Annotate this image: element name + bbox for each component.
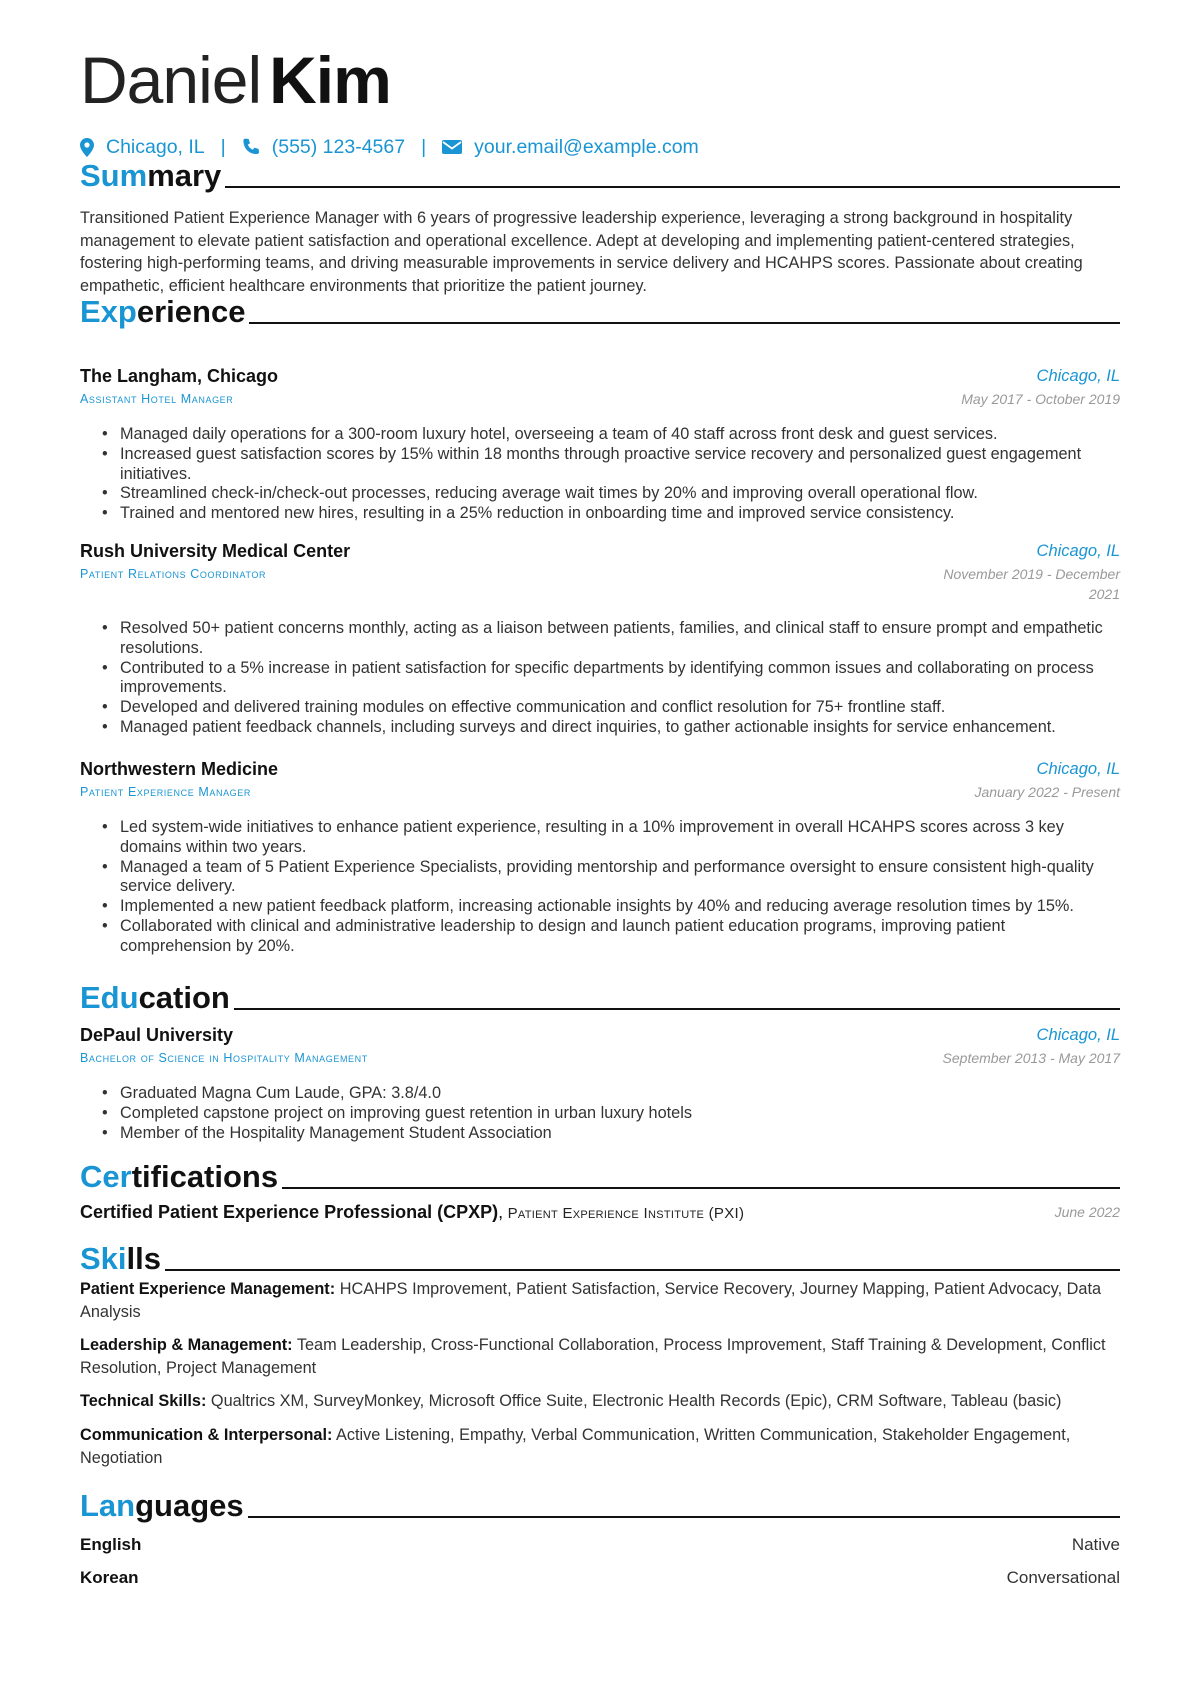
- contact-separator: |: [421, 135, 427, 158]
- section-title-accent: Sum: [80, 158, 148, 193]
- school-dates: September 2013 - May 2017: [942, 1050, 1120, 1066]
- bullet-item: • Streamlined check-in/check-out processes, reducing average wait times by 20% and improving overall operational flow.: [102, 484, 1120, 504]
- language-level: Native: [1071, 1535, 1120, 1554]
- job-dates: January 2022 - Present: [974, 784, 1120, 800]
- section-title-accent: Ski: [80, 1241, 127, 1276]
- certification-date: June 2022: [1054, 1204, 1120, 1220]
- summary-heading: [80, 154, 1120, 196]
- location-text: Chicago, IL: [106, 135, 205, 158]
- section-title-accent: Cer: [80, 1159, 132, 1194]
- language-row: [80, 1566, 1120, 1590]
- skill-items: Team Leadership, Cross-Functional Collaboration, Process Improvement, Staff Training & Development, Conflict Resolution, Project Management: [80, 1336, 1106, 1377]
- section-rule: [225, 186, 1120, 188]
- job-dates: May 2017 - October 2019: [961, 391, 1120, 407]
- education-entry: [80, 1023, 1120, 1068]
- phone-text: (555) 123-4567: [271, 135, 406, 158]
- degree-title: Bachelor of Science in Hospitality Management: [80, 1051, 368, 1065]
- bullet-item: • Member of the Hospitality Management Student Association: [102, 1124, 1120, 1144]
- bullet-item: • Managed patient feedback channels, including surveys and direct inquiries, to gather actionable insights for service enhancement.: [102, 718, 1120, 738]
- bullet-item: • Implemented a new patient feedback platform, increasing actionable insights by 40% and reducing average resolution times by 15%.: [102, 897, 1120, 917]
- skill-category: Patient Experience Management:: [80, 1280, 336, 1298]
- bullet-item: • Managed a team of 5 Patient Experience Specialists, providing mentorship and performance oversight to ensure consistent high-quality service delivery.: [102, 858, 1120, 898]
- job-location: Chicago, IL: [1036, 760, 1120, 778]
- job-dates-line: November 2019 - December: [943, 566, 1120, 582]
- skill-items: Active Listening, Empathy, Verbal Communication, Written Communication, Stakeholder Engagement, Negotiation: [80, 1426, 1071, 1467]
- bullet-item: • Resolved 50+ patient concerns monthly, acting as a liaison between patients, families, and clinical staff to ensure prompt and empathetic resolutions.: [102, 619, 1120, 659]
- employer-name: The Langham, Chicago: [80, 366, 279, 386]
- bullet-item: • Contributed to a 5% increase in patient satisfaction for specific departments by identifying common issues and collaborating on process improvements.: [102, 659, 1120, 699]
- section-title-accent: Exp: [80, 294, 137, 329]
- contact-separator: |: [220, 135, 226, 158]
- job-location: Chicago, IL: [1036, 367, 1120, 385]
- certification-name: Certified Patient Experience Professional (CPXP): [80, 1202, 499, 1222]
- job-title: Patient Experience Manager: [80, 785, 251, 799]
- bullet-item: • Collaborated with clinical and administrative leadership to design and launch patient education programs, improving patient comprehension by 20%.: [102, 917, 1120, 957]
- email-link: your.email@example.com: [474, 135, 699, 158]
- section-title-rest: guages: [135, 1488, 244, 1523]
- bullet-item: • Increased guest satisfaction scores by 15% within 18 months through proactive service recovery and personalized guest engagement initiatives.: [102, 445, 1120, 485]
- certifications-heading: [80, 1155, 1120, 1197]
- job-dates: [943, 564, 1120, 604]
- section-rule: [234, 1008, 1120, 1010]
- certification-entry: [80, 1202, 1120, 1226]
- candidate-name: [80, 40, 391, 120]
- language-level: Conversational: [1006, 1568, 1120, 1587]
- section-title-rest: tifications: [131, 1159, 279, 1194]
- section-title-rest: erience: [136, 294, 246, 329]
- skill-category: Leadership & Management:: [80, 1336, 293, 1354]
- bullet-item: • Led system-wide initiatives to enhance patient experience, resulting in a 10% improvement in overall HCAHPS scores across 3 key domains within two years.: [102, 818, 1120, 858]
- section-title-accent: Lan: [80, 1488, 136, 1523]
- language-name: English: [80, 1535, 142, 1554]
- skill-group: [80, 1278, 1120, 1323]
- bullet-item: • Completed capstone project on improving guest retention in urban luxury hotels: [102, 1104, 1120, 1124]
- experience-heading: [80, 290, 1120, 332]
- section-title: [80, 1239, 161, 1279]
- job-bullets: [102, 818, 1120, 957]
- section-title: [80, 1157, 278, 1197]
- experience-entry: [80, 364, 1120, 409]
- section-title-rest: mary: [147, 158, 222, 193]
- education-bullets: [102, 1084, 1120, 1143]
- school-location: Chicago, IL: [1036, 1026, 1120, 1044]
- languages-heading: [80, 1484, 1120, 1526]
- bullet-item: • Developed and delivered training modules on effective communication and conflict resolution for 75+ frontline staff.: [102, 698, 1120, 718]
- employer-name: Northwestern Medicine: [80, 759, 279, 779]
- experience-entry: [80, 757, 1120, 802]
- section-rule: [249, 322, 1120, 324]
- first-name: Daniel: [80, 43, 262, 117]
- language-name: Korean: [80, 1568, 139, 1587]
- envelope-icon: [442, 139, 462, 155]
- skill-items: HCAHPS Improvement, Patient Satisfaction, Service Recovery, Journey Mapping, Patient Advocacy, Data Analysis: [80, 1280, 1102, 1321]
- skill-items: Qualtrics XM, SurveyMonkey, Microsoft Office Suite, Electronic Health Records (Epic), CRM Software, Tableau (basic): [210, 1392, 1062, 1410]
- section-title-rest: cation: [138, 980, 230, 1015]
- employer-name: Rush University Medical Center: [80, 541, 351, 561]
- section-title-rest: lls: [126, 1241, 161, 1276]
- language-row: [80, 1533, 1120, 1557]
- last-name: Kim: [269, 43, 391, 117]
- section-title: [80, 1486, 244, 1526]
- job-title: Assistant Hotel Manager: [80, 392, 234, 406]
- bullet-item: • Trained and mentored new hires, resulting in a 25% reduction in onboarding time and improved service consistency.: [102, 504, 1120, 524]
- skill-group: [80, 1390, 1120, 1413]
- skill-group: [80, 1424, 1120, 1469]
- school-name: DePaul University: [80, 1025, 234, 1045]
- certification-issuer: Patient Experience Institute (PXI): [507, 1205, 745, 1222]
- bullet-item: • Managed daily operations for a 300-room luxury hotel, overseeing a team of 40 staff across front desk and guest services.: [102, 425, 1120, 445]
- summary-text: Transitioned Patient Experience Manager with 6 years of progressive leadership experience, leveraging a strong background in hospitality management to elevate patient satisfaction and operational excellence. Adept at developing and implementing patient-centered strategies, fostering high-performing teams, and driving measurable improvements in service delivery and HCAHPS scores. Passionate about creating empathetic, efficient healthcare environments that prioritize the patient journey.: [80, 209, 1083, 295]
- education-heading: [80, 976, 1120, 1018]
- section-title: [80, 978, 230, 1018]
- section-rule: [282, 1187, 1120, 1189]
- job-location: Chicago, IL: [1036, 542, 1120, 560]
- skills-heading: [80, 1237, 1120, 1279]
- skill-category: Communication & Interpersonal:: [80, 1426, 333, 1444]
- section-title: [80, 292, 245, 332]
- job-dates-line: 2021: [1088, 586, 1120, 602]
- section-title: [80, 156, 221, 196]
- skill-group: [80, 1334, 1120, 1379]
- experience-entry: [80, 539, 1120, 602]
- job-bullets: [102, 425, 1120, 524]
- section-rule: [248, 1516, 1120, 1518]
- section-title-accent: Edu: [80, 980, 139, 1015]
- bullet-item: • Graduated Magna Cum Laude, GPA: 3.8/4.0: [102, 1084, 1120, 1104]
- skill-category: Technical Skills:: [80, 1392, 207, 1410]
- job-bullets: [102, 619, 1120, 738]
- section-rule: [165, 1269, 1120, 1271]
- job-title: Patient Relations Coordinator: [80, 567, 267, 581]
- certification-separator: ,: [498, 1202, 504, 1222]
